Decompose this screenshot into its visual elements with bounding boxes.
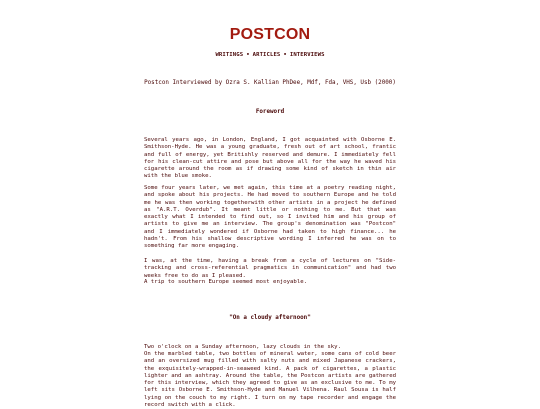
nav-separator: • <box>283 52 287 58</box>
foreword-paragraph-2: Some four years later, we met again, this time at a poetry reading night, and spoke about his projects. He had moved to southern Europe and he told me he was then working togetherwith other artists in a project he defined as "A.R.T. Overdub". It meant little or nothing to me. But that was exactly what I intended to find out, so I invited him and his group of artists to give me an interview. The group's denomination was "Postcon" and I immediately wondered if Osborne had taken to high finance... he hadn't. From his shallow descriptive wording I inferred he was on to something far more engaging. <box>144 185 396 250</box>
cloudy-paragraph-1: Two o'clock on a Sunday afternoon, lazy clouds in the sky. <box>144 344 341 350</box>
foreword-paragraph-1: Several years ago, in London, England, I got acquainted with Osborne E. Smithson-Hyde. He was a young graduate, fresh out of art school, frantic and full of energy, yet Britishly reserved and demure. I immediately fell for his clean-cut attire and pose but above all for the way he waved his cigarette around the room as if drawing some kind of sketch in thin air with the blue smoke. <box>144 137 396 180</box>
top-nav <box>0 52 540 58</box>
nav-link-interviews[interactable]: INTERVIEWS <box>289 52 325 58</box>
foreword-heading: Foreword <box>255 109 285 115</box>
nav-separator: • <box>246 52 250 58</box>
nav-link-articles[interactable]: ARTICLES <box>252 52 281 58</box>
foreword-paragraph-3: I was, at the time, having a break from a cycle of lectures on "Side-tracking and cross-referential pragmatics in communication" and had two weeks free to do as I pleased. <box>144 258 396 279</box>
cloudy-paragraph-2: On the marbled table, two bottles of mineral water, some cans of cold beer and an oversized mug filled with salty nuts and mixed Japanese crackers, the exquisitely-wrapped-in-seaweed kind. A pack of cigarettes, a plastic lighter and an ashtray. Around the table, the Postcon artists are gathered for this interview, which they agreed to give as an exclusive to me. To my left sits Osborne E. Smithson-Hyde and Manuel Vilhena. Raul Sousa is half lying on the couch to my right. I turn on my tape recorder and engage the record switch with a click. <box>144 351 396 409</box>
nav-link-writings[interactable]: WRITINGS <box>215 52 244 58</box>
site-title: POSTCON <box>229 26 311 43</box>
cloudy-heading: "On a cloudy afternoon" <box>229 315 311 321</box>
interview-subtitle: Postcon Interviewed by Ozra S. Kallian PhDee, Mdf, Fda, VHS, Usb (2000) <box>144 80 396 86</box>
foreword-paragraph-4: A trip to southern Europe seemed most enjoyable. <box>144 279 308 285</box>
